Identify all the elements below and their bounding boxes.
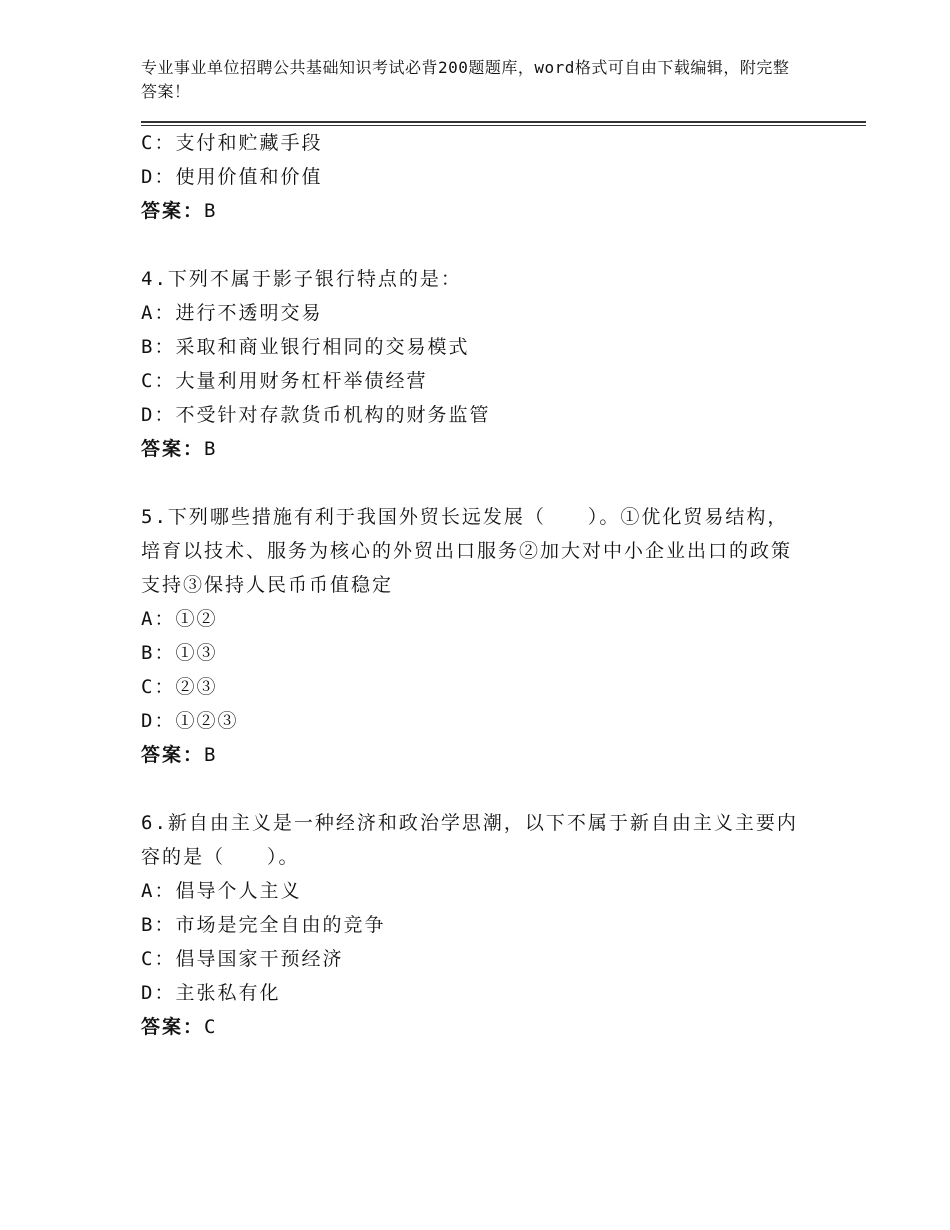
spacer — [141, 228, 801, 262]
option-a: A：①② — [141, 608, 218, 630]
answer-line — [141, 432, 801, 466]
option-b: B：市场是完全自由的竞争 — [141, 914, 386, 936]
option-c: C：支付和贮藏手段 — [141, 132, 323, 154]
option-c: C：大量利用财务杠杆举债经营 — [141, 370, 428, 392]
page-header: 专业事业单位招聘公共基础知识考试必背200题题库，word格式可自由下载编辑，附完整答案！ — [141, 58, 790, 101]
question-6 — [141, 806, 801, 1044]
answer-label: 答案： — [141, 200, 205, 222]
answer-value: C — [204, 1016, 218, 1038]
option-d: D：不受针对存款货币机构的财务监管 — [141, 404, 491, 426]
option-d: D：主张私有化 — [141, 982, 281, 1004]
option-a: A：进行不透明交易 — [141, 302, 323, 324]
answer-label: 答案： — [141, 438, 205, 460]
answer-value: B — [204, 438, 218, 460]
answer-value: B — [204, 200, 218, 222]
option-b: B：①③ — [141, 642, 218, 664]
answer-line — [141, 194, 801, 228]
answer-label: 答案： — [141, 744, 205, 766]
option-d: D：使用价值和价值 — [141, 166, 323, 188]
answer-line — [141, 1010, 801, 1044]
option-c: C：倡导国家干预经济 — [141, 948, 344, 970]
answer-label: 答案： — [141, 1016, 205, 1038]
option-a: A：倡导个人主义 — [141, 880, 302, 902]
question-list — [141, 126, 801, 1044]
header-rule-thick — [141, 121, 866, 123]
question-stem: 5.下列哪些措施有利于我国外贸长远发展（ ）。①优化贸易结构，培育以技术、服务为核心的外贸出口服务②加大对中小企业出口的政策支持③保持人民币币值稳定 — [141, 506, 793, 596]
answer-value: B — [204, 744, 218, 766]
option-d: D：①②③ — [141, 710, 239, 732]
spacer — [141, 466, 801, 500]
spacer — [141, 772, 801, 806]
question-stem: 6.新自由主义是一种经济和政治学思潮，以下不属于新自由主义主要内容的是（ ）。 — [141, 812, 798, 868]
question-4 — [141, 262, 801, 466]
option-b: B：采取和商业银行相同的交易模式 — [141, 336, 470, 358]
option-c: C：②③ — [141, 676, 218, 698]
question-stem: 4.下列不属于影子银行特点的是： — [141, 268, 462, 290]
question-5 — [141, 500, 801, 772]
answer-line — [141, 738, 801, 772]
question-3 — [141, 126, 801, 228]
